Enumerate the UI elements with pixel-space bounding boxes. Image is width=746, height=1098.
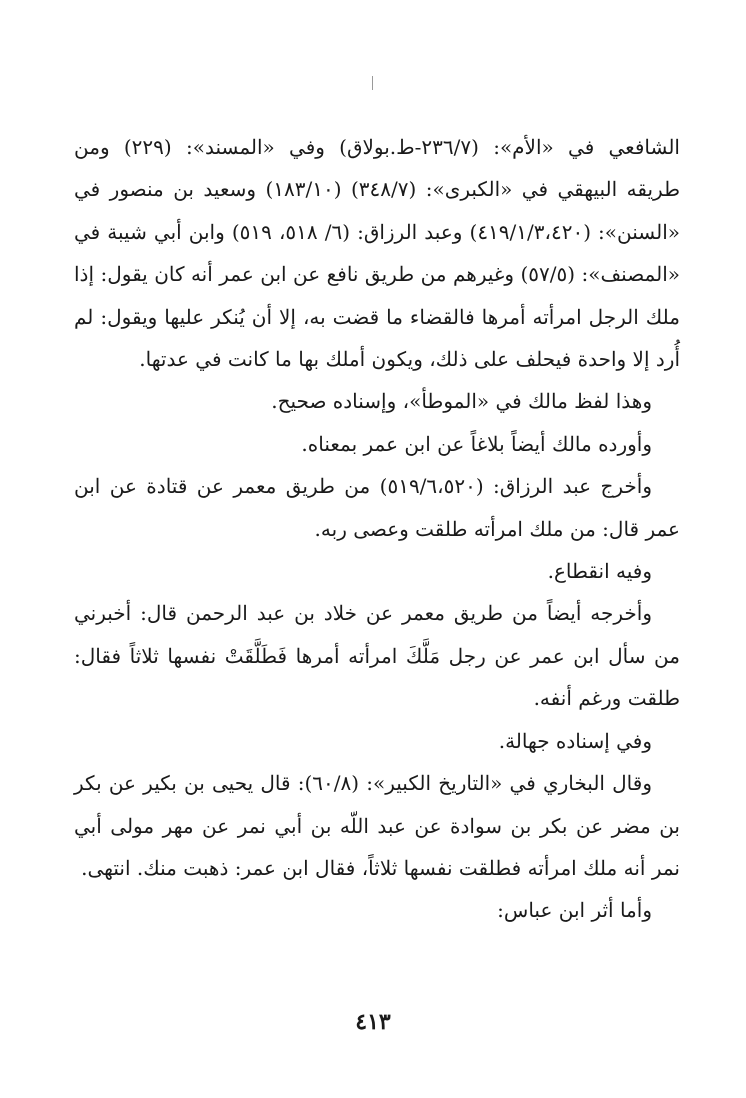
body-text <box>74 126 680 932</box>
top-margin-mark <box>372 76 373 90</box>
paragraph-ibn-abbas-heading: وأما أثر ابن عباس: <box>497 898 652 923</box>
paragraph-abdurrazzaq-qatada: وأخرج عبد الرزاق: (٥١٩/٦،٥٢٠) من طريق معمر عن قتادة عن ابن عمر قال: من ملك امرأته طلقت وعصى ربه. <box>74 474 680 541</box>
paragraph-bukhari-tarikh: وقال البخاري في «التاريخ الكبير»: (٦٠/٨): قال يحيى بن بكير عن بكر بن مضر عن بكر بن سوادة عن عبد اللّه بن أبي نمر عن مهر مولى أبي نمر أنه ملك امرأته فطلقت نفسها ثلاثاً، فقال ابن عمر: ذهبت منك. انتهى. <box>74 771 680 880</box>
paragraph-continuation: الشافعي في «الأم»: (٢٣٦/٧-ط.بولاق) وفي «المسند»: (٢٢٩) ومن طريقه البيهقي في «الكبرى»: (٣٤٨/٧) (١٨٣/١٠) وسعيد بن منصور في «السنن»: (٤١٩/١/٣،٤٢٠) وعبد الرزاق: (٦/ ٥١٨، ٥١٩) وابن أبي شيبة في «المصنف»: (٥٧/٥) وغيرهم من طريق نافع عن ابن عمر أنه كان يقول: إذا ملك الرجل امرأته أمرها فالقضاء ما قضت به، إلا أن يُنكر عليها ويقول: لم أُرد إلا واحدة فيحلف على ذلك، ويكون أملك بها ما كانت في عدتها. <box>74 135 681 372</box>
paragraph-muwatta-note: وهذا لفظ مالك في «الموطأ»، وإسناده صحيح. <box>271 389 652 414</box>
page-number: ٤١٣ <box>355 1009 391 1035</box>
paragraph-jahala: وفي إسناده جهالة. <box>498 728 652 753</box>
paragraph-malik-balagh: وأورده مالك أيضاً بلاغاً عن ابن عمر بمعناه. <box>301 431 652 456</box>
paragraph-inqita: وفيه انقطاع. <box>547 559 652 584</box>
paragraph-khallad: وأخرجه أيضاً من طريق معمر عن خلاد بن عبد الرحمن قال: أخبرني من سأل ابن عمر عن رجل مَلَّكَ امرأته أمرها فَطَلَّقَتْ نفسها ثلاثاً فقال: طلقت ورغم أنفه. <box>74 601 680 711</box>
